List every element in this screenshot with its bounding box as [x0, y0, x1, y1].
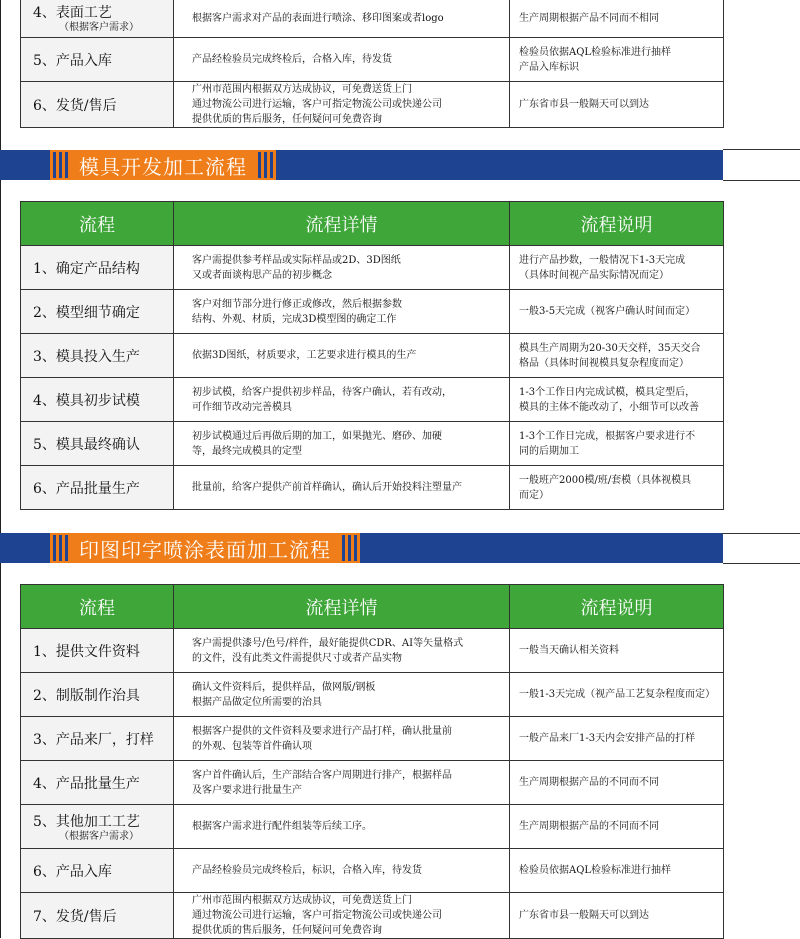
process-detail [174, 38, 510, 82]
process-detail [174, 334, 510, 378]
process-step [21, 893, 174, 939]
detail-line: 产品经检验员完成终检后，合格入库，待发货 [192, 54, 392, 65]
step-label: 3、模具投入生产 [33, 348, 140, 365]
note-line: 生产周期根据产品的不同而不同 [519, 777, 659, 788]
banner-title-box [50, 150, 276, 180]
section-title: 印图印字喷涂表面加工流程 [79, 537, 331, 562]
detail-line: 客户对细节部分进行修正或修改，然后根据参数 [192, 298, 402, 310]
note-line: 而定） [519, 489, 549, 501]
process-detail [174, 849, 510, 893]
detail-line: 的文件，没有此类文件需提供尺寸或者产品实物 [192, 652, 402, 664]
note-line: 格品（具体时间视模具复杂程度而定） [519, 357, 689, 369]
note-line: 产品入库标识 [519, 61, 579, 73]
step-label: 5、其他加工工艺 [33, 813, 140, 830]
process-step [21, 422, 174, 466]
banner-stripes-right [258, 152, 273, 178]
detail-line: 及客户要求进行批量生产 [192, 784, 302, 796]
process-detail [174, 378, 510, 422]
process-detail [174, 893, 510, 939]
note-line: 一般3-5天完成（视客户确认时间而定） [519, 306, 696, 317]
process-note [510, 893, 724, 939]
header-details: 流程详情 [174, 202, 510, 246]
process-table-general [20, 0, 724, 128]
detail-line: 广州市范围内根据双方达成协议，可免费送货上门 [192, 895, 412, 906]
process-note [510, 82, 724, 128]
table-row [21, 378, 724, 422]
header-process: 流程 [21, 585, 174, 629]
process-step [21, 466, 174, 510]
process-detail [174, 82, 510, 128]
step-label: 5、模具最终确认 [33, 436, 140, 453]
table-row [21, 805, 724, 849]
banner-stripes-left [53, 535, 68, 561]
step-sublabel: （根据客户需求） [59, 830, 139, 842]
header-details: 流程详情 [174, 585, 510, 629]
banner-stripes-left [53, 152, 68, 178]
table-row [21, 466, 724, 510]
process-note [510, 246, 724, 290]
step-sublabel: （根据客户需求） [59, 22, 139, 33]
detail-line: 结构、外观、材质，完成3D模型图的确定工作 [192, 313, 397, 325]
table-row [21, 629, 724, 673]
process-table-surface [20, 584, 724, 939]
detail-line: 可作细节改动完善模具 [192, 401, 292, 413]
detail-line: 客户需提供漆号/色号/样件，最好能提供CDR、AI等矢量格式 [192, 637, 464, 649]
note-line: 一般班产2000模/班/套模（具体视模具 [519, 474, 692, 486]
step-label: 6、产品入库 [33, 863, 112, 880]
table-row [21, 290, 724, 334]
step-label: 1、确定产品结构 [33, 260, 140, 277]
process-note [510, 378, 724, 422]
detail-line: 批量前，给客户提供产前首样确认，确认后开始投料注塑量产 [192, 482, 462, 493]
table-row [21, 849, 724, 893]
process-step [21, 805, 174, 849]
step-label: 5、产品入库 [33, 52, 112, 69]
detail-line: 的外观、包装等首件确认项 [192, 740, 312, 752]
note-line: 模具生产周期为20-30天交样，35天交合 [519, 342, 701, 354]
process-note [510, 849, 724, 893]
note-line: 生产周期根据产品的不同而不同 [519, 821, 659, 832]
detail-line: 根据客户需求进行配件组装等后续工序。 [192, 821, 372, 832]
table-row [21, 673, 724, 717]
process-step [21, 378, 174, 422]
process-note [510, 717, 724, 761]
process-step [21, 717, 174, 761]
process-note [510, 673, 724, 717]
note-line: 一般产品来厂1-3天内会安排产品的打样 [519, 733, 696, 744]
process-step [21, 673, 174, 717]
note-line: 一般当天确认相关资料 [519, 645, 619, 656]
detail-line: 通过物流公司进行运输，客户可指定物流公司或快递公司 [192, 99, 442, 110]
header-process: 流程 [21, 202, 174, 246]
process-note [510, 466, 724, 510]
process-note [510, 761, 724, 805]
process-step [21, 761, 174, 805]
detail-line: 提供优质的售后服务，任何疑问可免费咨询 [192, 925, 382, 936]
detail-line: 依据3D图纸，材质要求，工艺要求进行模具的生产 [192, 350, 417, 361]
process-detail [174, 805, 510, 849]
process-note [510, 805, 724, 849]
note-line: 一般1-3天完成（视产品工艺复杂程度而定） [519, 689, 716, 700]
process-detail [174, 673, 510, 717]
divider [723, 149, 800, 150]
step-label: 2、模型细节确定 [33, 304, 140, 321]
detail-line: 根据客户需求对产品的表面进行喷涂、移印图案或者logo [192, 12, 444, 24]
header-notes: 流程说明 [510, 585, 724, 629]
process-detail [174, 246, 510, 290]
step-label: 7、发货/售后 [33, 908, 117, 925]
note-line: 广东省市县一般隔天可以到达 [519, 99, 649, 110]
detail-line: 产品经检验员完成终检后，标识，合格入库，待发货 [192, 865, 422, 876]
step-label: 4、模具初步试模 [33, 392, 140, 409]
process-step [21, 0, 174, 38]
process-step [21, 629, 174, 673]
step-label: 2、制版制作治具 [33, 687, 140, 704]
process-step [21, 38, 174, 82]
section-title: 模具开发加工流程 [79, 154, 247, 179]
section-banner-mold [0, 150, 723, 180]
note-line: 进行产品抄数，一般情况下1-3天完成 [519, 254, 686, 266]
note-line: 同的后期加工 [519, 445, 579, 457]
process-detail [174, 422, 510, 466]
note-line: 广东省市县一般隔天可以到达 [519, 910, 649, 921]
process-step [21, 334, 174, 378]
table-row [21, 82, 724, 128]
detail-line: 初步试模，给客户提供初步样品，待客户确认，若有改动， [192, 386, 452, 398]
table-row [21, 38, 724, 82]
divider [723, 563, 800, 564]
detail-line: 又或者面谈构思产品的初步概念 [192, 269, 332, 281]
table-row [21, 422, 724, 466]
step-label: 4、产品批量生产 [33, 775, 140, 792]
detail-line: 初步试模通过后再做后期的加工，如果抛光、磨砂、加硬 [192, 430, 442, 442]
process-detail [174, 0, 510, 38]
detail-line: 确认文件资料后，提供样品，做网版/钢板 [192, 681, 376, 693]
table-row [21, 0, 724, 38]
process-note [510, 422, 724, 466]
note-line: 检验员依据AQL检验标准进行抽样 [519, 46, 672, 58]
process-note [510, 38, 724, 82]
step-label: 6、产品批量生产 [33, 480, 140, 497]
note-line: 1-3个工作日内完成试模，模具定型后， [519, 386, 696, 398]
banner-title-box [50, 533, 360, 563]
table-row [21, 246, 724, 290]
detail-line: 等，最终完成模具的定型 [192, 445, 302, 457]
table-row [21, 761, 724, 805]
process-detail [174, 717, 510, 761]
detail-line: 根据产品做定位所需要的治具 [192, 696, 322, 708]
process-step [21, 246, 174, 290]
step-label: 1、提供文件资料 [33, 643, 140, 660]
process-detail [174, 629, 510, 673]
step-label: 3、产品来厂，打样 [33, 731, 154, 748]
section-banner-surface [0, 533, 723, 563]
detail-line: 客户需提供参考样品或实际样品或2D、3D图纸 [192, 254, 401, 266]
step-label: 6、发货/售后 [33, 97, 117, 114]
table-row [21, 717, 724, 761]
process-detail [174, 466, 510, 510]
header-notes: 流程说明 [510, 202, 724, 246]
detail-line: 通过物流公司进行运输，客户可指定物流公司或快递公司 [192, 910, 442, 921]
process-step [21, 290, 174, 334]
process-note [510, 0, 724, 38]
note-line: 检验员依据AQL检验标准进行抽样 [519, 865, 672, 876]
process-detail [174, 290, 510, 334]
process-note [510, 290, 724, 334]
process-table-mold [20, 201, 724, 510]
detail-line: 根据客户提供的文件资料及要求进行产品打样，确认批量前 [192, 725, 452, 737]
detail-line: 客户首件确认后，生产部结合客户周期进行排产，根据样品 [192, 769, 452, 781]
detail-line: 提供优质的售后服务，任何疑问可免费咨询 [192, 114, 382, 125]
process-step [21, 849, 174, 893]
table-row [21, 334, 724, 378]
divider [723, 180, 800, 181]
divider [723, 533, 800, 534]
step-label: 4、表面工艺 [33, 5, 112, 21]
process-note [510, 334, 724, 378]
note-line: 模具的主体不能改动了，小细节可以改善 [519, 401, 699, 413]
process-step [21, 82, 174, 128]
note-line: （具体时间视产品实际情况而定） [519, 269, 669, 281]
banner-stripes-right [342, 535, 357, 561]
note-line: 1-3个工作日完成，根据客户要求进行不 [519, 430, 696, 442]
process-detail [174, 761, 510, 805]
process-note [510, 629, 724, 673]
detail-line: 广州市范围内根据双方达成协议，可免费送货上门 [192, 84, 412, 95]
table-row [21, 893, 724, 939]
note-line: 生产周期根据产品不同而不相同 [519, 12, 659, 24]
